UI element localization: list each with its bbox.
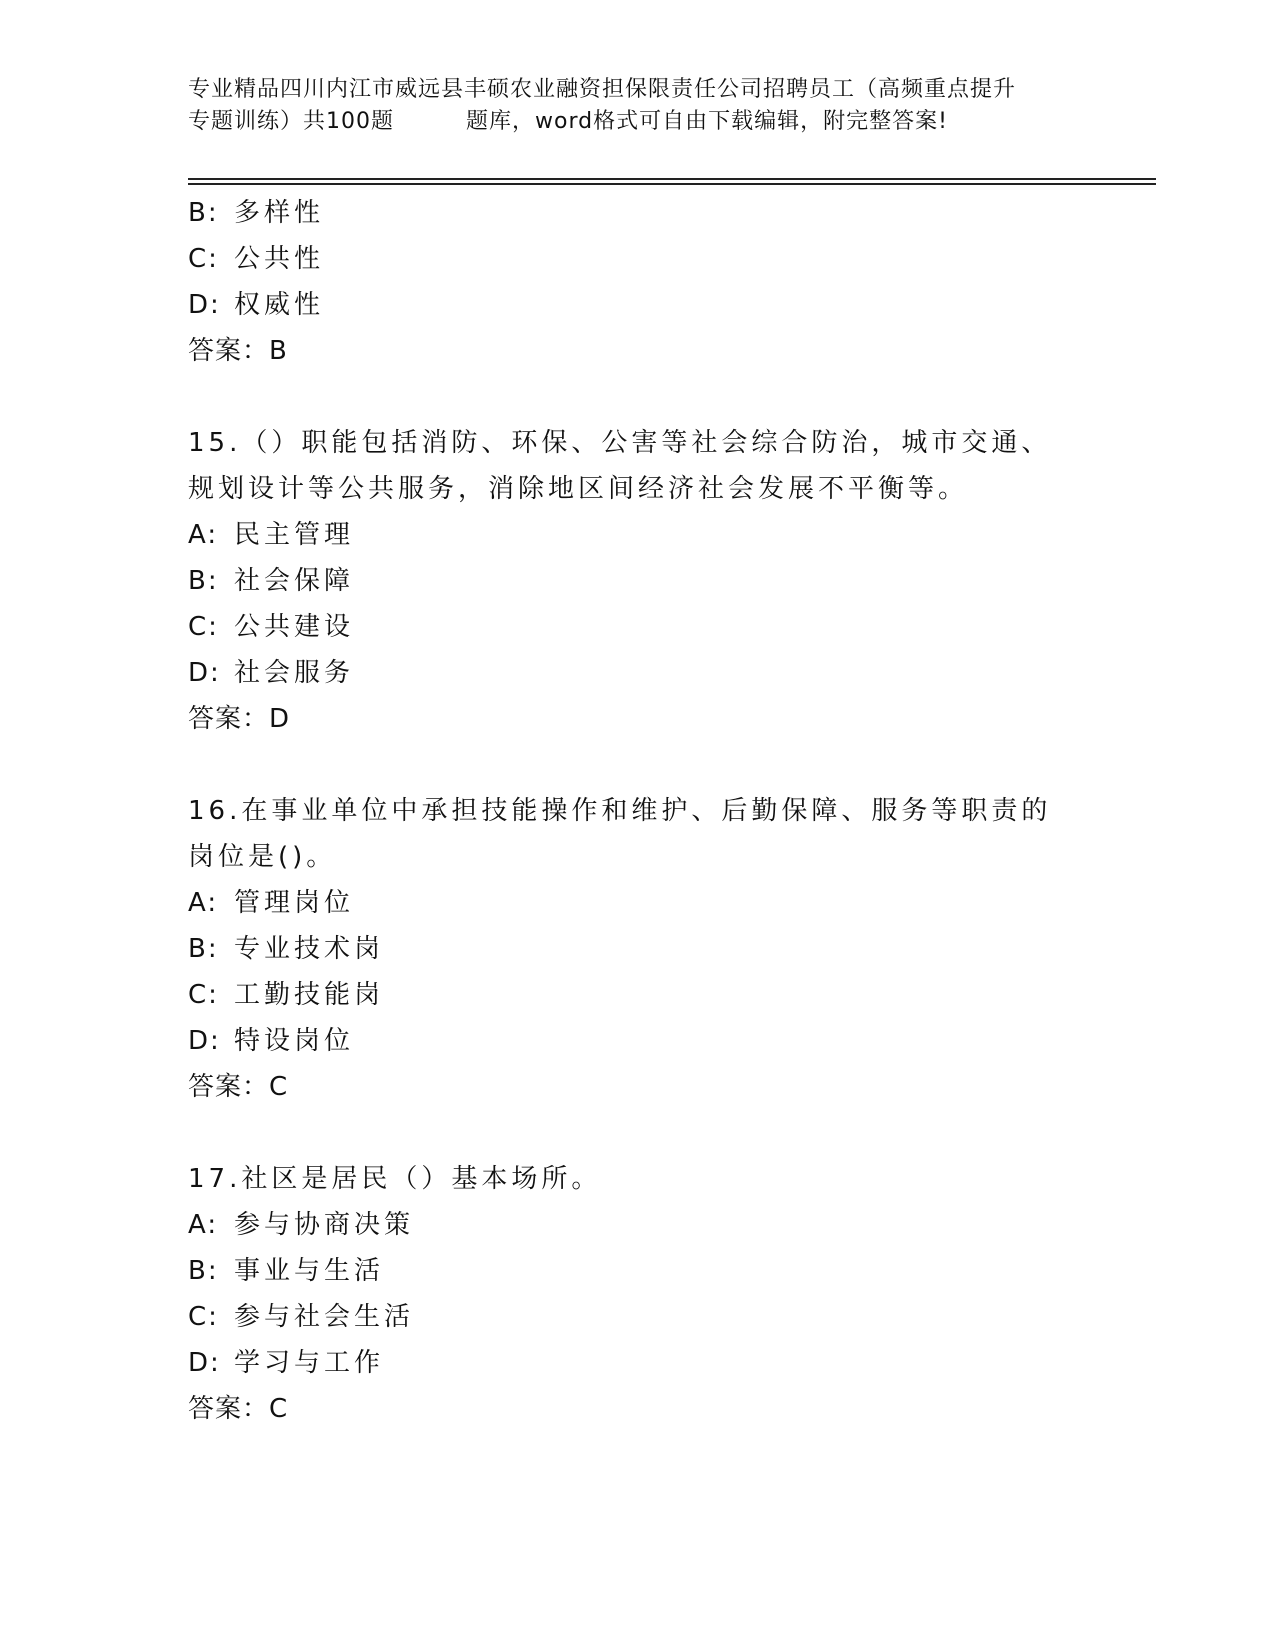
question-stem: 17.社区是居民（）基本场所。 (188, 1164, 602, 1194)
header-line-2-left: 专题训练）共100题 (188, 109, 394, 134)
header-divider-top (188, 178, 1156, 180)
document-header (188, 74, 1088, 138)
option-d: D: 权威性 (188, 290, 325, 320)
option-c: C: 公共性 (188, 244, 325, 274)
answer-line: 答案：C (188, 1394, 289, 1424)
header-line-2 (188, 106, 1088, 138)
answer-line: 答案：B (188, 336, 288, 366)
option-d: D: 社会服务 (188, 658, 355, 688)
header-divider-bottom (188, 183, 1156, 185)
option-c: C: 公共建设 (188, 612, 355, 642)
option-d: D: 特设岗位 (188, 1026, 355, 1056)
header-line-1: 专业精品四川内江市威远县丰硕农业融资担保限责任公司招聘员工（高频重点提升 (188, 77, 1017, 102)
option-b: B: 专业技术岗 (188, 934, 385, 964)
option-b: B: 多样性 (188, 198, 325, 228)
question-17 (188, 1156, 1088, 1432)
option-c: C: 参与社会生活 (188, 1302, 415, 1332)
option-a: A: 民主管理 (188, 520, 355, 550)
question-stem: 16.在事业单位中承担技能操作和维护、后勤保障、服务等职责的岗位是()。 (188, 796, 1052, 872)
header-line-2-right: 题库，word格式可自由下载编辑，附完整答案! (466, 109, 948, 134)
answer-line: 答案：D (188, 704, 291, 734)
option-a: A: 参与协商决策 (188, 1210, 415, 1240)
answer-line: 答案：C (188, 1072, 289, 1102)
previous-question-tail (188, 190, 1088, 374)
option-a: A: 管理岗位 (188, 888, 355, 918)
option-b: B: 事业与生活 (188, 1256, 385, 1286)
question-15 (188, 420, 1088, 742)
question-list (188, 190, 1088, 1432)
option-c: C: 工勤技能岗 (188, 980, 385, 1010)
option-d: D: 学习与工作 (188, 1348, 385, 1378)
question-16 (188, 788, 1088, 1110)
question-stem: 15.（）职能包括消防、环保、公害等社会综合防治，城市交通、规划设计等公共服务，消除地区间经济社会发展不平衡等。 (188, 428, 1052, 504)
option-b: B: 社会保障 (188, 566, 355, 596)
